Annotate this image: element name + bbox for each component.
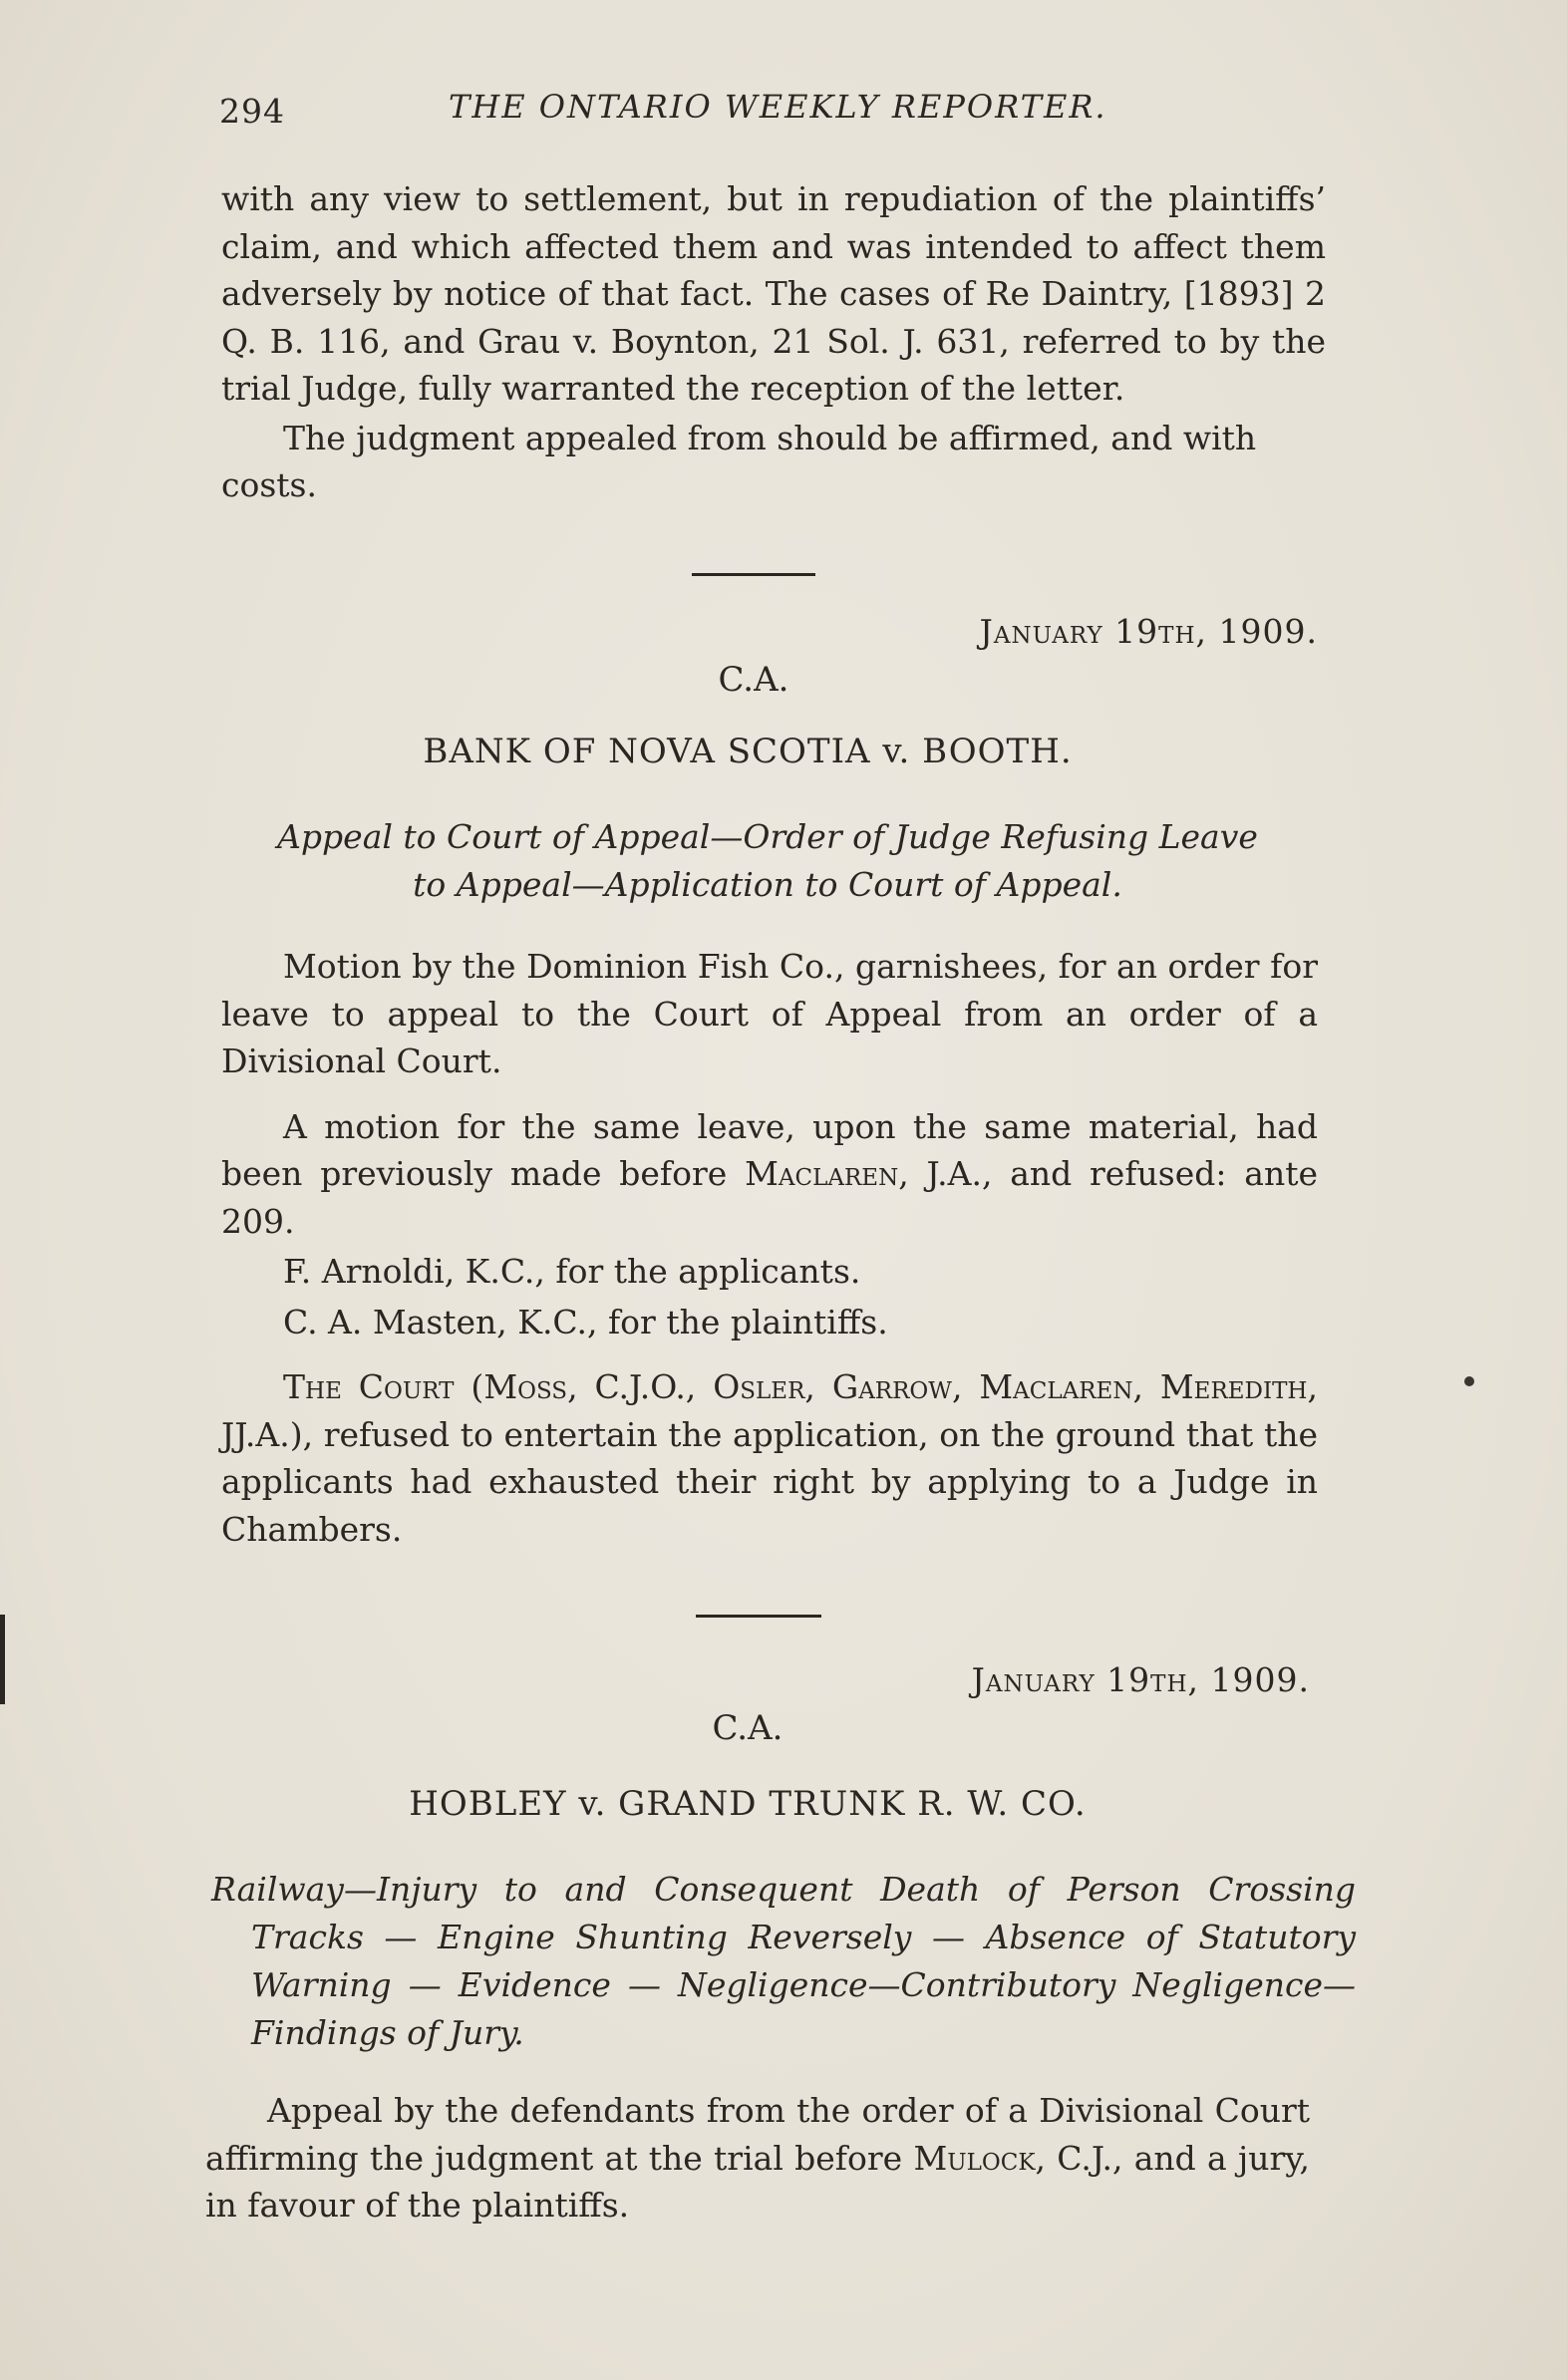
case-1-prior-motion-judge: Maclaren — [745, 1154, 899, 1193]
case-1-headnote-line-1: Appeal to Court of Appeal—Order of Judge Refusing Leave — [277, 817, 1258, 856]
case-1-judge-osler: Osler — [713, 1367, 805, 1406]
case-1-body — [221, 943, 1318, 1553]
case-1-judges-mid-1: , C.J.O., — [567, 1367, 714, 1406]
case-2-date: January 19th, 1909. — [971, 1660, 1310, 1699]
case-1-judges-open: ( — [454, 1367, 484, 1406]
continuation-paragraph-1: with any view to settlement, but in repudiation of the plaintiffs’ claim, and which affected them and was intended to affect them adversely by notice of that fact. The cases of Re Daintry, [1893] 2 Q. B. 116, and Grau v. Boynton, 21 Sol. J. 631, referred to by the trial Judge, fully warranted the reception of the letter. — [221, 179, 1326, 408]
continuation-text — [221, 175, 1326, 509]
case-1-motion: Motion by the Dominion Fish Co., garnishees, for an order for leave to appeal to the Court of Appeal from an order of a Divisional Court. — [221, 947, 1318, 1080]
case-1-court-name: The Court — [283, 1367, 455, 1406]
case-1-judgment-rest: , JJ.A.), refused to entertain the application, on the ground that the applicants had exhausted their right by applying to a Judge in Chambers. — [221, 1367, 1318, 1549]
section-divider-1 — [692, 573, 815, 576]
case-1-counsel-applicants: F. Arnoldi, K.C., for the applicants. — [283, 1252, 861, 1291]
ink-spot — [1464, 1376, 1474, 1386]
case-1-title: BANK OF NOVA SCOTIA v. BOOTH. — [423, 732, 1073, 771]
continuation-paragraph-2: The judgment appealed from should be affirmed, and with costs. — [221, 418, 1257, 504]
case-1-headnote-line-2: to Appeal—Application to Court of Appeal. — [413, 865, 1122, 904]
case-1-judges-mid-4: , — [1132, 1367, 1160, 1406]
case-2-title: HOBLEY v. GRAND TRUNK R. W. CO. — [409, 1784, 1087, 1824]
case-1-court: C.A. — [718, 660, 789, 700]
section-divider-2 — [696, 1615, 821, 1618]
case-1-prior-motion — [221, 1103, 1318, 1246]
case-2-headnote: Railway—Injury to and Consequent Death of Person Crossing Tracks — Engine Shunting Reversely — Absence of Statutory Warning — Evidence — Negligence—Contributory Negligence—Findings of Jury. — [211, 1870, 1356, 2052]
case-1-date: January 19th, 1909. — [979, 612, 1318, 651]
case-2-appeal — [205, 2087, 1310, 2230]
case-1-prior-motion-b: , J.A., and refused: ante 209. — [221, 1154, 1319, 1241]
case-1-judges-mid-3: , — [951, 1367, 980, 1406]
case-2-body — [205, 2087, 1310, 2230]
running-title: THE ONTARIO WEEKLY REPORTER. — [449, 88, 1107, 126]
case-1-judge-maclaren: Maclaren — [979, 1367, 1133, 1406]
page-number: 294 — [219, 92, 285, 131]
case-2-court: C.A. — [712, 1708, 784, 1748]
case-1-prior-motion-a: A motion for the same leave, upon the same material, had been previously made before — [221, 1106, 1318, 1193]
case-1-counsel-plaintiffs: C. A. Masten, K.C., for the plaintiffs. — [283, 1302, 888, 1341]
case-2-appeal-judge: Mulock — [913, 2138, 1036, 2178]
binding-edge-mark — [0, 1615, 5, 1704]
case-1-judgment — [221, 1363, 1318, 1553]
case-1-judge-moss: Moss — [483, 1367, 568, 1406]
page-header — [219, 88, 1326, 138]
case-1-headnote — [209, 813, 1326, 909]
case-2-appeal-a: Appeal by the defendants from the order of a Divisional Court affirming the judgment at the trial before — [205, 2091, 1310, 2178]
case-1-judge-meredith: Meredith — [1159, 1367, 1308, 1406]
case-2-appeal-b: , C.J., and a jury, in favour of the plaintiffs. — [205, 2138, 1310, 2225]
case-1-judge-garrow: Garrow — [831, 1367, 952, 1406]
case-1-judges-mid-2: , — [804, 1367, 832, 1406]
